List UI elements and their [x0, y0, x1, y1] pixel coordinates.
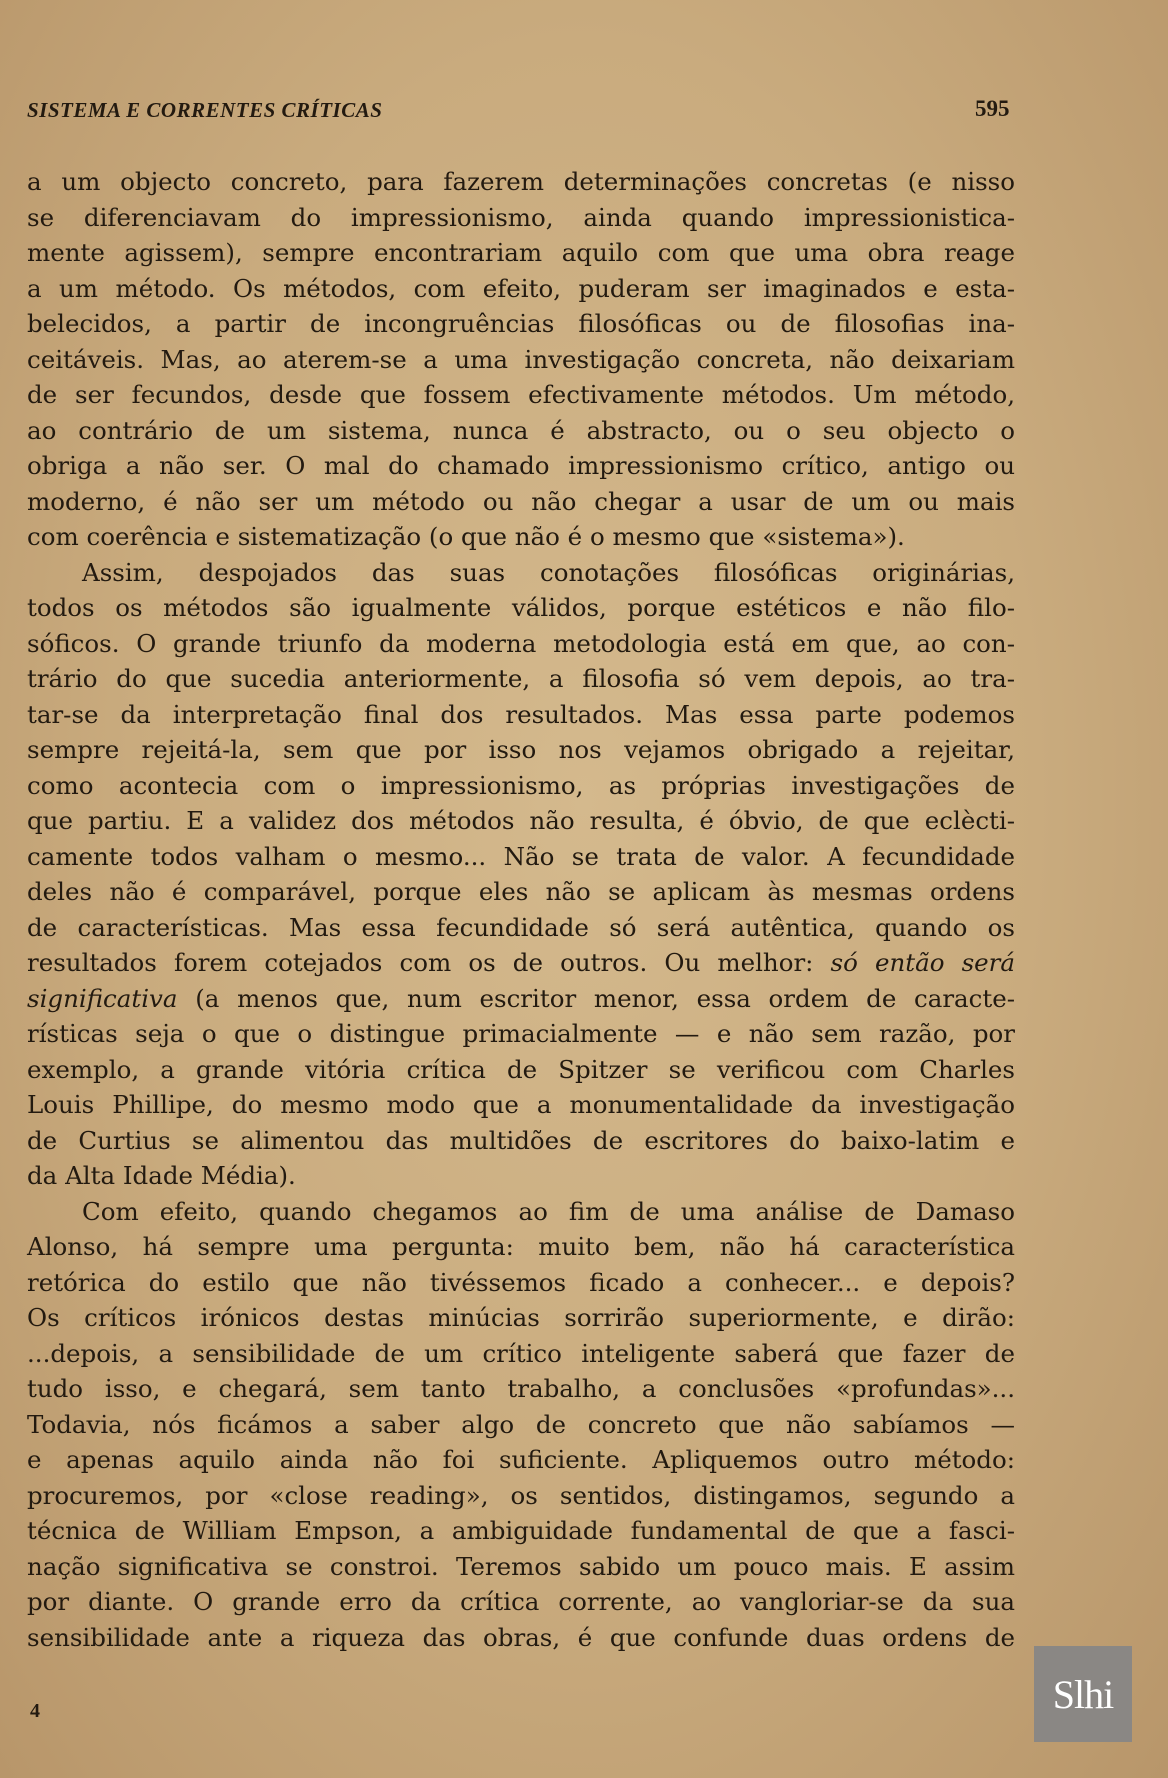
text-line: ao contrário de um sistema, nunca é abstracto, ou o seu objecto o — [27, 415, 1015, 445]
text-line: Os críticos irónicos destas minúcias sorrirão superiormente, e dirão: — [27, 1303, 1015, 1332]
text-line: de características. Mas essa fecundidade só será autêntica, quando os — [27, 912, 1015, 942]
text-segment: resultados forem cotejados com os de outros. Ou melhor: — [27, 948, 831, 977]
text-line: procuremos, por «close reading», os sentidos, distingamos, segundo a — [27, 1480, 1015, 1510]
text-line: tar-se da interpretação final dos resultados. Mas essa parte podemos — [27, 699, 1015, 729]
text-line: todos os métodos são igualmente válidos, porque estéticos e não filo- — [27, 593, 1015, 622]
text-line: com coerência e sistematização (o que não é o mesmo que «sistema»). — [27, 522, 905, 551]
text-segment: (a menos que, num escritor menor, essa ordem de caracte- — [177, 983, 1015, 1013]
text-line: obriga a não ser. O mal do chamado impressionismo crítico, antigo ou — [27, 451, 1015, 480]
text-line: exemplo, a grande vitória crítica de Spitzer se verificou com Charles — [27, 1054, 1015, 1084]
text-line: trário do que sucedia anteriormente, a filosofia só vem depois, ao tra- — [27, 664, 1015, 693]
text-line: técnica de William Empson, a ambiguidade fundamental de que a fasci- — [27, 1516, 1015, 1545]
text-line: deles não é comparável, porque eles não se aplicam às mesmas ordens — [27, 877, 1015, 906]
text-line: belecidos, a partir de incongruências filosóficas ou de filosofias ina- — [27, 309, 1015, 338]
text-line: Louis Phillipe, do mesmo modo que a monumentalidade da investigação — [27, 1090, 1015, 1119]
text-line: Com efeito, quando chegamos ao fim de uma análise de Damaso — [82, 1196, 1015, 1226]
italic-segment: só então será — [830, 948, 1015, 977]
text-line: a um objecto concreto, para fazerem determinações concretas (e nisso — [27, 167, 1015, 196]
text-line: a um método. Os métodos, com efeito, puderam ser imaginados e esta- — [27, 273, 1015, 303]
text-line-mixed — [27, 981, 1015, 1017]
text-line: camente todos valham o mesmo... Não se trata de valor. A fecundidade — [27, 841, 1015, 871]
text-line: ceitáveis. Mas, ao aterem-se a uma investigação concreta, não deixariam — [27, 344, 1015, 374]
body-text — [27, 164, 1015, 1655]
text-line: que partiu. E a validez dos métodos não resulta, é óbvio, de que eclècti- — [27, 806, 1015, 835]
text-line: de Curtius se alimentou das multidões de escritores do baixo-latim e — [27, 1125, 1015, 1155]
text-line: retórica do estilo que não tivéssemos ficado a conhecer... e depois? — [27, 1267, 1015, 1297]
text-line: sensibilidade ante a riqueza das obras, é que confunde duas ordens de — [27, 1622, 1015, 1652]
page-number: 595 — [975, 96, 1010, 121]
signature-mark: 4 — [30, 1700, 40, 1722]
text-line: tudo isso, e chegará, sem tanto trabalho, a conclusões «profundas»... — [27, 1374, 1015, 1403]
text-line: da Alta Idade Média). — [27, 1161, 296, 1190]
text-line: e apenas aquilo ainda não foi suficiente. Apliquemos outro método: — [27, 1445, 1015, 1474]
text-line: Todavia, nós ficámos a saber algo de concreto que não sabíamos — — [27, 1409, 1015, 1439]
text-line: como acontecia com o impressionismo, as próprias investigações de — [27, 770, 1015, 800]
text-line: Assim, despojados das suas conotações filosóficas originárias, — [82, 557, 1015, 587]
text-line: nação significativa se constroi. Teremos sabido um pouco mais. E assim — [27, 1551, 1015, 1581]
text-line: mente agissem), sempre encontrariam aquilo com que uma obra reage — [27, 238, 1015, 267]
italic-segment: significativa — [27, 983, 178, 1013]
text-line: ...depois, a sensibilidade de um crítico inteligente saberá que fazer de — [27, 1338, 1015, 1368]
text-line: Alonso, há sempre uma pergunta: muito bem, não há característica — [27, 1232, 1015, 1261]
stamp-text: Slhi — [1052, 1671, 1114, 1717]
text-line: moderno, é não ser um método ou não chegar a usar de um ou mais — [27, 486, 1015, 516]
running-title: SISTEMA E CORRENTES CRÍTICAS — [27, 98, 383, 122]
text-line-mixed — [27, 945, 1015, 981]
text-line: de ser fecundos, desde que fossem efectivamente métodos. Um método, — [27, 380, 1015, 409]
text-line: sóficos. O grande triunfo da moderna metodologia está em que, ao con- — [27, 628, 1015, 658]
text-line: se diferenciavam do impressionismo, ainda quando impressionistica- — [27, 202, 1015, 232]
text-line: sempre rejeitá-la, sem que por isso nos vejamos obrigado a rejeitar, — [27, 735, 1015, 764]
library-stamp — [1034, 1646, 1132, 1742]
text-line: rísticas seja o que o distingue primacialmente — e não sem razão, por — [27, 1019, 1015, 1048]
text-line: por diante. O grande erro da crítica corrente, ao vangloriar-se da sua — [27, 1587, 1015, 1616]
